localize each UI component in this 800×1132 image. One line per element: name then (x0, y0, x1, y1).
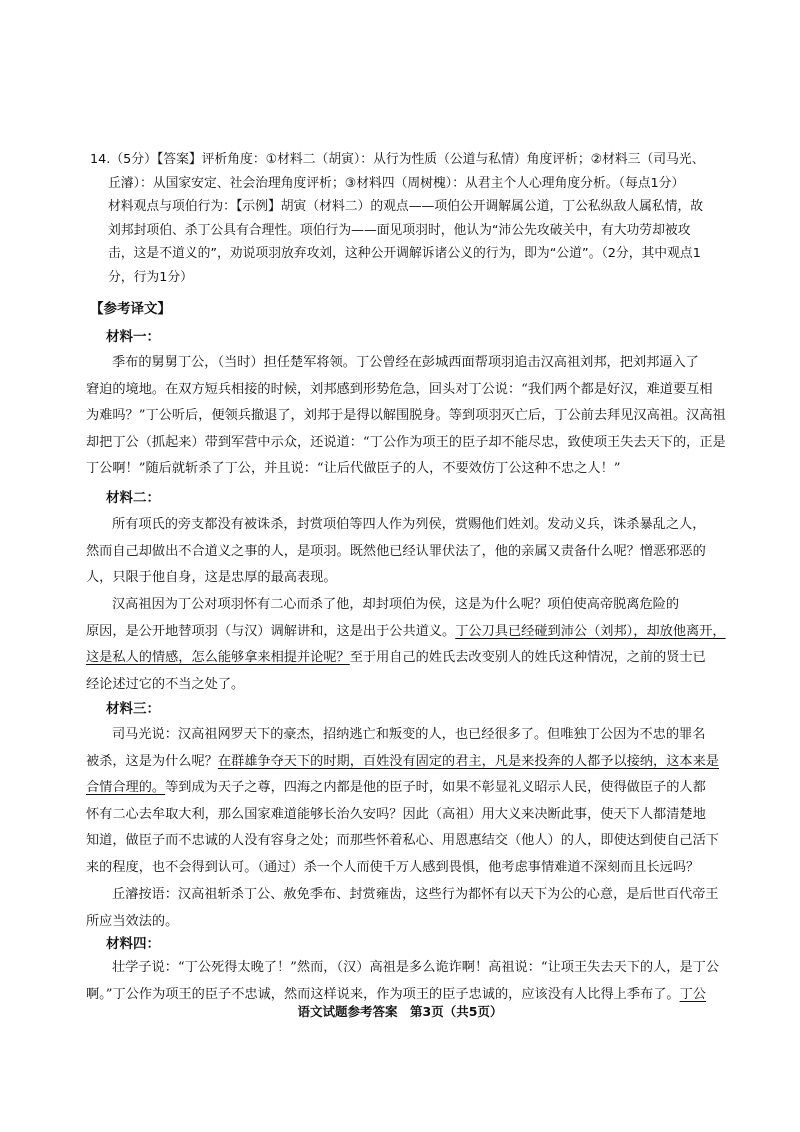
material-3-text-2 (86, 882, 724, 935)
text-line: 司马光说：汉高祖网罗天下的豪杰，招纳逃亡和叛变的人，也已经很多了。但唯独丁公因为不忠的罪名 (112, 727, 706, 742)
text-line (86, 775, 724, 802)
answer-14-line: 材料观点与项伯行为：【示例】胡寅（材料二）的观点——项伯公开调解属公道，丁公私纵敌人属私情，故 (108, 199, 704, 214)
text-line (86, 749, 724, 776)
answer-14 (90, 148, 730, 289)
material-2-text-1 (86, 512, 724, 592)
text-line: 丁公啊！”随后就斩杀了丁公，并且说：“让后代做臣子的人，不要效仿丁公这种不忠之人！” (86, 461, 621, 477)
text-line: 人，只限于他自身，这是忠厚的最高表现。 (86, 570, 337, 586)
text-segment: 至于用自己的姓氏去改变别人的姓氏这种情况，之前的贤士已 (349, 650, 706, 666)
underlined-text: 丁公 (679, 986, 706, 1002)
material-1-title: 材料一： (106, 329, 160, 345)
text-line: 然而自己却做出不合道义之事的人，是项羽。既然他已经认罪伏法了，他的亲属又责备什么呢？憎恶邪恶的 (86, 543, 706, 559)
text-line: 窘迫的境地。在双方短兵相接的时候，刘邦感到形势危急，回头对丁公说：“我们两个都是好汉，难道要互相 (86, 381, 713, 397)
translation-title: 【参考译文】 (90, 301, 171, 317)
text-line: 季布的舅舅丁公，（当时）担任楚军将领。丁公曾经在彭城西面帮项羽追击汉高祖刘邦，把刘邦逼入了 (112, 355, 699, 370)
answer-14-line: 分，行为1分） (108, 269, 193, 285)
text-segment: 啊。”丁公作为项王的臣子不忠诚，然而这样说来，作为项王的臣子忠诚的，应该没有人比得上季布了。 (86, 986, 680, 1002)
text-line: 为难吗？”丁公听后，便领兵撤退了，刘邦于是得以解围脱身。等到项羽灭亡后，丁公前去拜见汉高祖。汉高祖 (86, 408, 726, 424)
text-segment: 原因，是公开地替项羽（与汉）调解讲和，这是出于公共道义。 (86, 623, 456, 639)
text-line: 经论述过它的不当之处了。 (86, 676, 245, 692)
underlined-text: 在群雄争夺天下的时期，百姓没有固定的君主，凡是来投奔的人都予以接纳，这本来是 (217, 753, 719, 769)
answer-14-line: 丘濬）：从国家安定、社会治理角度评析；③材料四（周树槐）：从君主个人心理角度分析。（每点1分） (108, 175, 685, 191)
material-3-title: 材料三： (106, 701, 160, 717)
underlined-text: 合情合理的。 (86, 780, 166, 796)
text-line: 所应当效法的。 (86, 913, 179, 929)
page-footer: 语文试题参考答案 第3页（共5页） (297, 1004, 503, 1019)
text-line: 壮学子说：“丁公死得太晚了！”然而，（汉）高祖是多么诡诈啊！高祖说：“让项王失去天下的人，是丁公 (112, 960, 720, 975)
text-line (86, 619, 724, 646)
text-line: 所有项氏的旁支都没有被诛杀，封赏项伯等四人作为列侯，赏赐他们姓刘。发动义兵，诛杀暴乱之人， (112, 517, 706, 532)
text-line: 怀有二心去牟取大利，那么国家难道能够长治久安吗？因此（高祖）用大义来决断此事，使天下人都清楚地 (86, 806, 706, 822)
text-line: 来的程度，也不会得到认可。（通过）杀一个人而使千万人感到畏惧，他考虑事情难道不深刻而且长远吗？ (86, 859, 700, 875)
text-segment: 被杀，这是为什么呢？ (86, 753, 218, 769)
material-4-text (86, 955, 724, 1008)
answer-14-line: 击，这是不道义的”，劝说项羽放弃攻刘，这种公开调解诉诸公义的行为，即为“公道”。（2分，其中观点1 (108, 246, 701, 261)
material-2-text-2 (86, 592, 724, 698)
text-line: 丘濬按语：汉高祖斩杀丁公、赦免季布、封赏雍齿，这些行为都怀有以天下为公的心意，是后世百代帝王 (112, 887, 719, 902)
answer-14-line: 14.（5分）【答案】评析角度：①材料二（胡寅）：从行为性质（公道与私情）角度评析；②材料三（司马光、 (90, 152, 705, 167)
text-line: 知道，做臣子而不忠诚的人没有容身之处；而那些怀着私心、用恩惠结交（他人）的人，即使达到使自己活下 (86, 833, 719, 849)
material-1-text (86, 350, 724, 483)
underlined-text: 丁公刀具已经碰到沛公（刘邦），却放他离开， (455, 623, 726, 639)
text-line: 却把丁公（抓起来）带到军营中示众，还说道：“丁公作为项王的臣子却不能尽忠，致使项王失去天下的，正是 (86, 434, 726, 450)
material-4-title: 材料四： (106, 936, 160, 952)
text-line: 汉高祖因为丁公对项羽怀有二心而杀了他，却封项伯为侯，这是为什么呢？项伯使高帝脱离危险的 (112, 597, 680, 612)
material-3-text-1 (86, 722, 724, 882)
material-2-title: 材料二： (106, 490, 160, 506)
text-line (86, 645, 724, 672)
text-segment: 等到成为天子之尊，四海之内都是他的臣子时，如果不彰显礼义昭示人民，使得做臣子的人都 (165, 780, 706, 796)
underlined-text: 这是私人的情感，怎么能够拿来相提并论呢？ (86, 650, 350, 666)
answer-14-line: 刘邦封项伯、杀丁公具有合理性。项伯行为——面见项羽时，他认为“沛公先攻破关中，有大功劳却被攻 (108, 222, 691, 238)
